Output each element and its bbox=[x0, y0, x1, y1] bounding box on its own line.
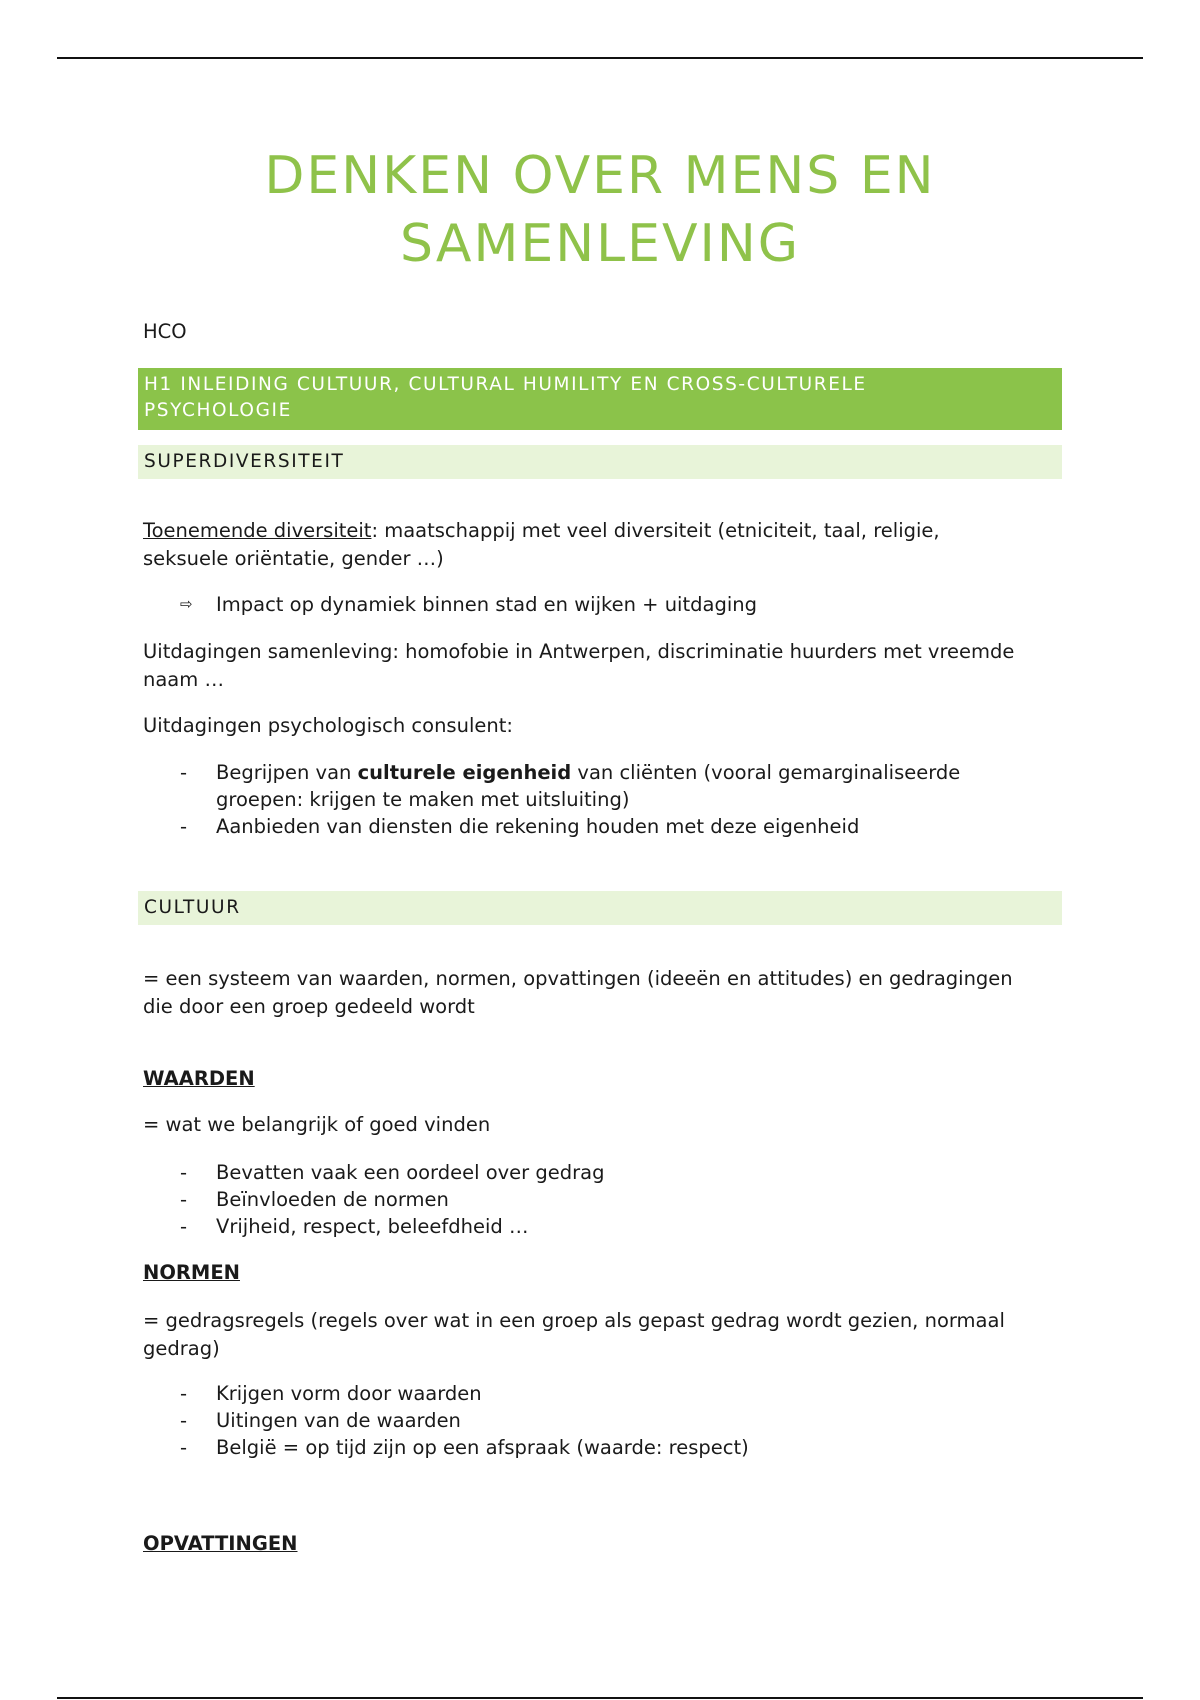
definition-line-2: gedrag) bbox=[143, 1337, 220, 1360]
list-item-text: Vrijheid, respect, beleefdheid … bbox=[216, 1215, 529, 1238]
header-rule bbox=[57, 57, 1143, 59]
bullet-marker: - bbox=[180, 1188, 188, 1211]
list-item-text: België = op tijd zijn op een afspraak (waarde: respect) bbox=[216, 1436, 749, 1459]
normen-definition bbox=[143, 1307, 1063, 1363]
bullet-marker: - bbox=[180, 1436, 188, 1459]
footer-rule bbox=[57, 1697, 1143, 1699]
definition-line-2: die door een groep gedeeld wordt bbox=[143, 995, 475, 1018]
subheading-normen: NORMEN bbox=[143, 1261, 240, 1284]
title-line-2: SAMENLEVING bbox=[399, 214, 801, 274]
course-code: HCO bbox=[143, 320, 187, 343]
subheading-opvattingen: OPVATTINGEN bbox=[143, 1532, 298, 1555]
list-item-text: Aanbieden van diensten die rekening houden met deze eigenheid bbox=[216, 815, 860, 838]
bold-term-culturele-eigenheid: culturele eigenheid bbox=[357, 761, 572, 784]
text-span: van cliënten (vooral gemarginaliseerde bbox=[571, 761, 961, 784]
paragraph-uitdagingen-consulent: Uitdagingen psychologisch consulent: bbox=[143, 714, 513, 737]
bullet-marker: - bbox=[180, 1409, 188, 1432]
subheading-waarden: WAARDEN bbox=[143, 1067, 255, 1090]
term-toenemende-diversiteit: Toenemende diversiteit bbox=[143, 519, 372, 542]
list-item-text: Krijgen vorm door waarden bbox=[216, 1382, 482, 1405]
list-item-text: Beïnvloeden de normen bbox=[216, 1188, 449, 1211]
list-item-text: Impact op dynamiek binnen stad en wijken + uitdaging bbox=[216, 593, 757, 616]
title-line-1: DENKEN OVER MENS EN bbox=[264, 146, 936, 206]
waarden-definition: = wat we belangrijk of goed vinden bbox=[143, 1113, 491, 1136]
paragraph-text: : maatschappij met veel diversiteit (etniciteit, taal, religie, bbox=[371, 519, 940, 542]
text-span: Begrijpen van bbox=[216, 761, 358, 784]
text-span: groepen: krijgen te maken met uitsluiting) bbox=[216, 788, 630, 811]
arrow-icon: ⇨ bbox=[180, 595, 193, 613]
bullet-marker: - bbox=[180, 815, 188, 838]
chapter-heading-line-2: PSYCHOLOGIE bbox=[144, 400, 292, 421]
list-item-text: Bevatten vaak een oordeel over gedrag bbox=[216, 1161, 605, 1184]
definition-line-1: = een systeem van waarden, normen, opvattingen (ideeën en attitudes) en gedragingen bbox=[143, 967, 1013, 990]
definition-line-1: = gedragsregels (regels over wat in een groep als gepast gedrag wordt gezien, normaal bbox=[143, 1309, 1005, 1332]
chapter-heading-line-1: H1 INLEIDING CULTUUR, CULTURAL HUMILITY EN CROSS-CULTURELE bbox=[144, 374, 867, 395]
chapter-heading bbox=[138, 368, 1062, 430]
paragraph-line-2: naam … bbox=[143, 668, 224, 691]
section-heading-superdiversiteit: SUPERDIVERSITEIT bbox=[138, 445, 1062, 479]
paragraph-text-line-2: seksuele oriëntatie, gender …) bbox=[143, 547, 444, 570]
list-item-text bbox=[216, 759, 1056, 813]
list-item-text: Uitingen van de waarden bbox=[216, 1409, 461, 1432]
paragraph-toenemende-diversiteit bbox=[143, 517, 1063, 573]
paragraph-uitdagingen-samenleving bbox=[143, 638, 1063, 694]
bullet-marker: - bbox=[180, 1215, 188, 1238]
bullet-marker: - bbox=[180, 1161, 188, 1184]
document-title bbox=[143, 142, 1057, 278]
paragraph-line-1: Uitdagingen samenleving: homofobie in Antwerpen, discriminatie huurders met vreemde bbox=[143, 640, 1015, 663]
section-heading-cultuur: CULTUUR bbox=[138, 891, 1062, 925]
cultuur-definition bbox=[143, 965, 1063, 1021]
bullet-marker: - bbox=[180, 1382, 188, 1405]
bullet-marker: - bbox=[180, 761, 188, 784]
